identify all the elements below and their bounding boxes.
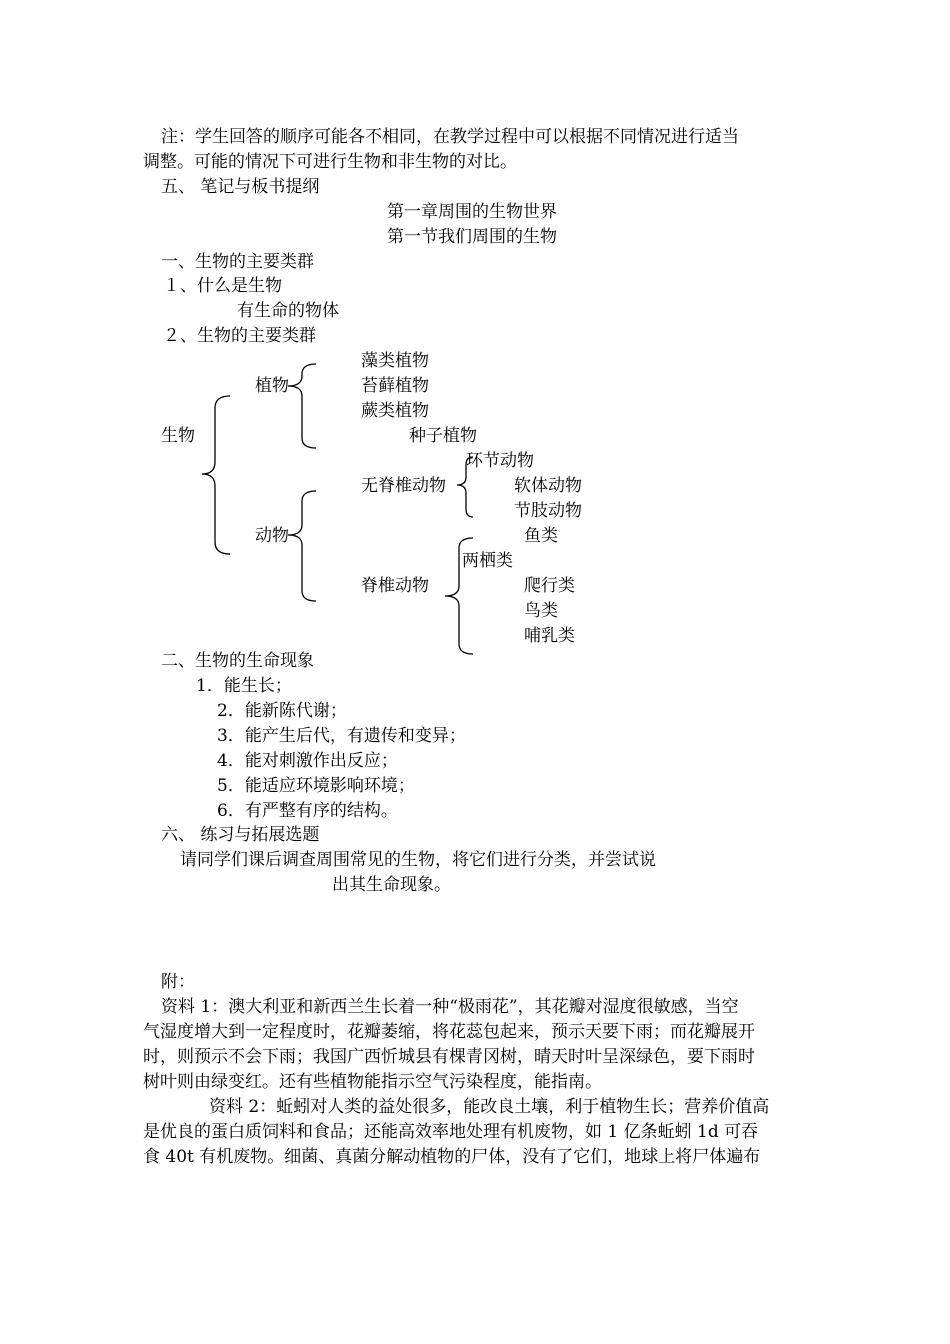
note-line-1: 注：学生回答的顺序可能各不相同，在教学过程中可以根据不同情况进行适当	[161, 127, 739, 147]
material-2-line-3: 食 40t 有机废物。细菌、真菌分解动植物的尸体，没有了它们，地球上将尸体遍布	[143, 1147, 761, 1167]
material-1-line-3: 时，则预示不会下雨；我国广西忻城县有棵青冈树，晴天时叶呈深绿色，要下雨时	[143, 1047, 755, 1067]
plant-group-seed-plants: 种子植物	[409, 426, 477, 446]
material-1-line-4: 树叶则由绿变红。还有些植物能指示空气污染程度，能指南。	[143, 1072, 602, 1092]
life-phenomenon-5: 5．能适应环境影响环境；	[217, 776, 415, 796]
life-phenomenon-4: 4．能对刺激作出反应；	[217, 751, 398, 771]
root-brace	[200, 394, 232, 558]
material-1-line-2: 气湿度增大到一定程度时，花瓣萎缩，将花蕊包起来，预示天要下雨；而花瓣展开	[143, 1022, 755, 1042]
exercise-line-1: 请同学们课后调查周围常见的生物，将它们进行分类，并尝试说	[180, 850, 656, 870]
vertebrate-group-birds: 鸟类	[524, 601, 558, 621]
note-line-2: 调整。可能的情况下可进行生物和非生物的对比。	[143, 152, 517, 172]
chapter-title: 第一章周围的生物世界	[387, 202, 557, 222]
plant-group-ferns: 蕨类植物	[361, 401, 429, 421]
vertebrate-group-reptiles: 爬行类	[524, 576, 575, 596]
life-phenomenon-1: 1．能生长；	[196, 676, 292, 696]
diagram-plants: 植物	[255, 376, 289, 396]
diagram-invertebrates: 无脊椎动物	[361, 476, 446, 496]
vertebrate-group-fish: 鱼类	[524, 526, 558, 546]
section-5-title: 五、 笔记与板书提纲	[161, 177, 320, 197]
part-1-heading: 一、生物的主要类群	[161, 252, 314, 272]
material-2-line-2: 是优良的蛋白质饲料和食品；还能高效率地处理有机废物，如 1 亿条蚯蚓 1d 可吞	[143, 1122, 759, 1142]
vertebrate-group-amphibians: 两栖类	[462, 551, 513, 571]
life-phenomenon-2: 2．能新陈代谢；	[217, 701, 347, 721]
diagram-animals: 动物	[255, 526, 289, 546]
vertebrate-group-mammals: 哺乳类	[524, 626, 575, 646]
invertebrate-group-annelids: 环节动物	[466, 451, 534, 471]
part-2-heading: 二、生物的生命现象	[161, 651, 314, 671]
invertebrate-group-arthropods: 节肢动物	[514, 501, 582, 521]
plant-group-algae: 藻类植物	[361, 351, 429, 371]
invertebrate-group-mollusks: 软体动物	[514, 476, 582, 496]
part-1-item-1-definition: 有生命的物体	[237, 301, 339, 321]
animals-brace	[286, 489, 318, 607]
plant-group-bryophytes: 苔藓植物	[361, 376, 429, 396]
section-6-title: 六、 练习与拓展选题	[161, 825, 320, 845]
life-phenomenon-6: 6．有严整有序的结构。	[217, 801, 398, 821]
part-1-item-1: １、什么是生物	[163, 276, 282, 296]
lesson-title: 第一节我们周围的生物	[387, 227, 557, 247]
life-phenomenon-3: 3．能产生后代，有遗传和变异；	[217, 726, 466, 746]
material-1-line-1: 资料 1：澳大利亚和新西兰生长着一种“极雨花”，其花瓣对湿度很敏感，当空	[161, 997, 739, 1017]
part-1-item-2: ２、生物的主要类群	[163, 326, 316, 346]
exercise-line-2: 出其生命现象。	[332, 875, 451, 895]
diagram-vertebrates: 脊椎动物	[361, 576, 429, 596]
appendix-label: 附：	[161, 972, 195, 992]
material-2-line-1: 资料 2：蚯蚓对人类的益处很多，能改良土壤，利于植物生长；营养价值高	[209, 1097, 770, 1117]
diagram-root-organisms: 生物	[161, 426, 195, 446]
plants-brace	[286, 362, 318, 452]
